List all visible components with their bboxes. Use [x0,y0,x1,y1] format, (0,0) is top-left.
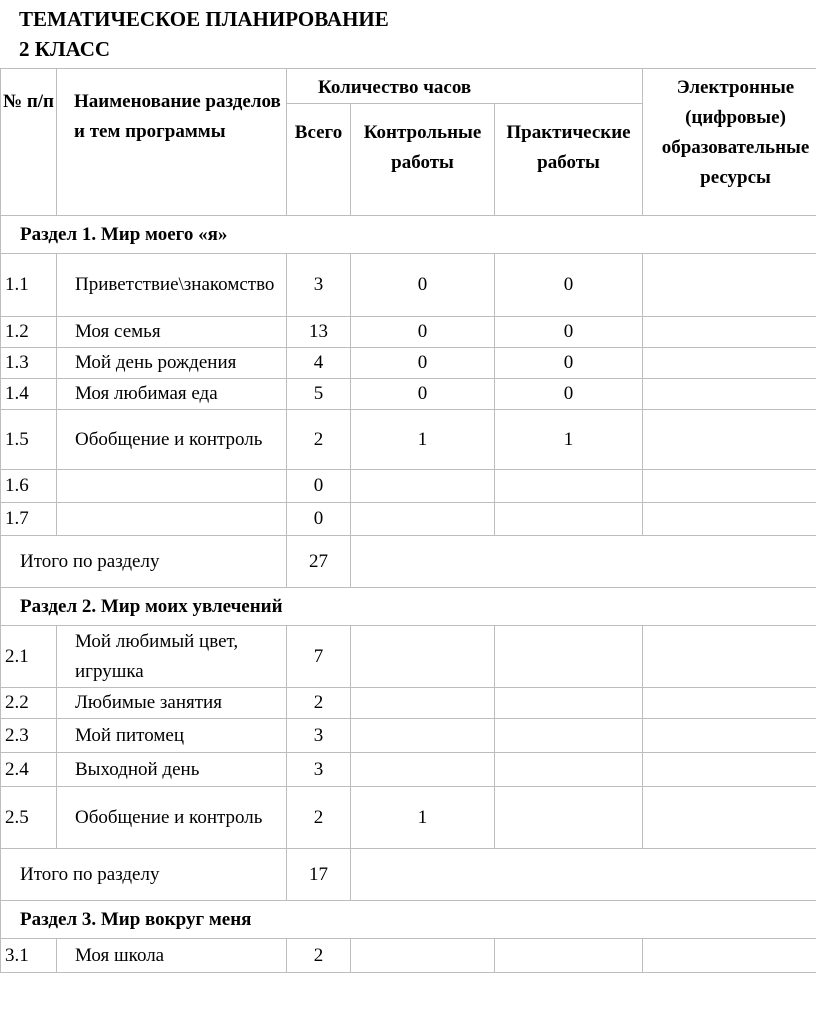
table-row [1,348,816,379]
hours-total: 2 [287,688,351,719]
table-row [1,317,816,348]
subtotal-row [1,536,816,588]
resources-cell [643,688,816,719]
table-row [1,503,816,536]
hours-total: 0 [287,503,351,536]
hours-total: 3 [287,719,351,753]
hours-total: 3 [287,753,351,787]
topic-name: Обобщение и контроль [57,410,287,470]
row-number: 3.1 [1,939,57,973]
hours-practical [495,939,643,973]
resources-cell [643,348,816,379]
header-control: Контрольные работы [351,104,495,216]
table-row [1,939,816,973]
section-header-row [1,901,816,939]
table-row [1,254,816,317]
topic-name: Любимые занятия [57,688,287,719]
resources-cell [643,470,816,503]
hours-total: 3 [287,254,351,317]
row-number: 1.4 [1,379,57,410]
table-row [1,719,816,753]
header-practical: Практические работы [495,104,643,216]
header-row-1 [1,69,816,104]
resources-cell [643,503,816,536]
topic-name: Моя любимая еда [57,379,287,410]
table-row [1,626,816,688]
resources-cell [643,254,816,317]
resources-cell [643,317,816,348]
hours-practical [495,753,643,787]
hours-control [351,626,495,688]
subtotal-label: Итого по разделу [1,536,287,588]
table-row [1,787,816,849]
resources-cell [643,753,816,787]
row-number: 2.2 [1,688,57,719]
header-name: Наименование разделов и тем программы [57,69,287,216]
topic-name: Мой питомец [57,719,287,753]
header-num: № п/п [1,69,57,216]
topic-name: Мой любимый цвет, игрушка [57,626,287,688]
subtotal-value: 17 [287,849,351,901]
resources-cell [643,719,816,753]
section-header-row [1,588,816,626]
hours-control: 1 [351,410,495,470]
topic-name: Обобщение и контроль [57,787,287,849]
row-number: 1.7 [1,503,57,536]
table-row [1,753,816,787]
hours-practical [495,626,643,688]
section-title: Раздел 3. Мир вокруг меня [1,901,816,939]
hours-total: 4 [287,348,351,379]
hours-practical: 0 [495,254,643,317]
hours-total: 13 [287,317,351,348]
topic-name: Приветствие\знакомство [57,254,287,317]
hours-control [351,939,495,973]
topic-name [57,503,287,536]
table-row [1,688,816,719]
table-row [1,470,816,503]
hours-control: 0 [351,379,495,410]
title-line-1: ТЕМАТИЧЕСКОЕ ПЛАНИРОВАНИЕ [19,7,389,31]
hours-practical [495,470,643,503]
section-title: Раздел 2. Мир моих увлечений [1,588,816,626]
hours-practical: 0 [495,379,643,410]
resources-cell [643,939,816,973]
resources-cell [643,410,816,470]
hours-control: 0 [351,348,495,379]
hours-control [351,688,495,719]
hours-practical [495,719,643,753]
planning-table [0,68,816,973]
hours-control [351,470,495,503]
hours-practical: 1 [495,410,643,470]
row-number: 2.1 [1,626,57,688]
resources-cell [643,787,816,849]
resources-cell [643,626,816,688]
hours-total: 2 [287,787,351,849]
hours-total: 2 [287,410,351,470]
topic-name [57,470,287,503]
topic-name: Выходной день [57,753,287,787]
hours-practical: 0 [495,348,643,379]
row-number: 1.5 [1,410,57,470]
hours-control [351,753,495,787]
row-number: 1.3 [1,348,57,379]
hours-total: 5 [287,379,351,410]
table-row [1,379,816,410]
subtotal-value: 27 [287,536,351,588]
subtotal-row [1,849,816,901]
hours-control [351,719,495,753]
subtotal-label: Итого по разделу [1,849,287,901]
resources-cell [643,379,816,410]
hours-control: 1 [351,787,495,849]
hours-practical [495,503,643,536]
section-title: Раздел 1. Мир моего «я» [1,216,816,254]
hours-total: 0 [287,470,351,503]
hours-total: 7 [287,626,351,688]
header-resources: Электронные (цифровые) образовательные ресурсы [643,69,816,216]
header-hours-group: Количество часов [287,69,643,104]
hours-practical [495,688,643,719]
header-total: Всего [287,104,351,216]
title-line-2: 2 КЛАСС [19,37,111,61]
topic-name: Моя семья [57,317,287,348]
page-title [19,4,389,64]
row-number: 2.4 [1,753,57,787]
row-number: 1.6 [1,470,57,503]
subtotal-empty [351,849,816,901]
section-header-row [1,216,816,254]
row-number: 2.3 [1,719,57,753]
hours-control: 0 [351,254,495,317]
hours-total: 2 [287,939,351,973]
hours-practical [495,787,643,849]
topic-name: Моя школа [57,939,287,973]
table-row [1,410,816,470]
row-number: 2.5 [1,787,57,849]
hours-control [351,503,495,536]
hours-control: 0 [351,317,495,348]
hours-practical: 0 [495,317,643,348]
topic-name: Мой день рождения [57,348,287,379]
row-number: 1.1 [1,254,57,317]
subtotal-empty [351,536,816,588]
row-number: 1.2 [1,317,57,348]
